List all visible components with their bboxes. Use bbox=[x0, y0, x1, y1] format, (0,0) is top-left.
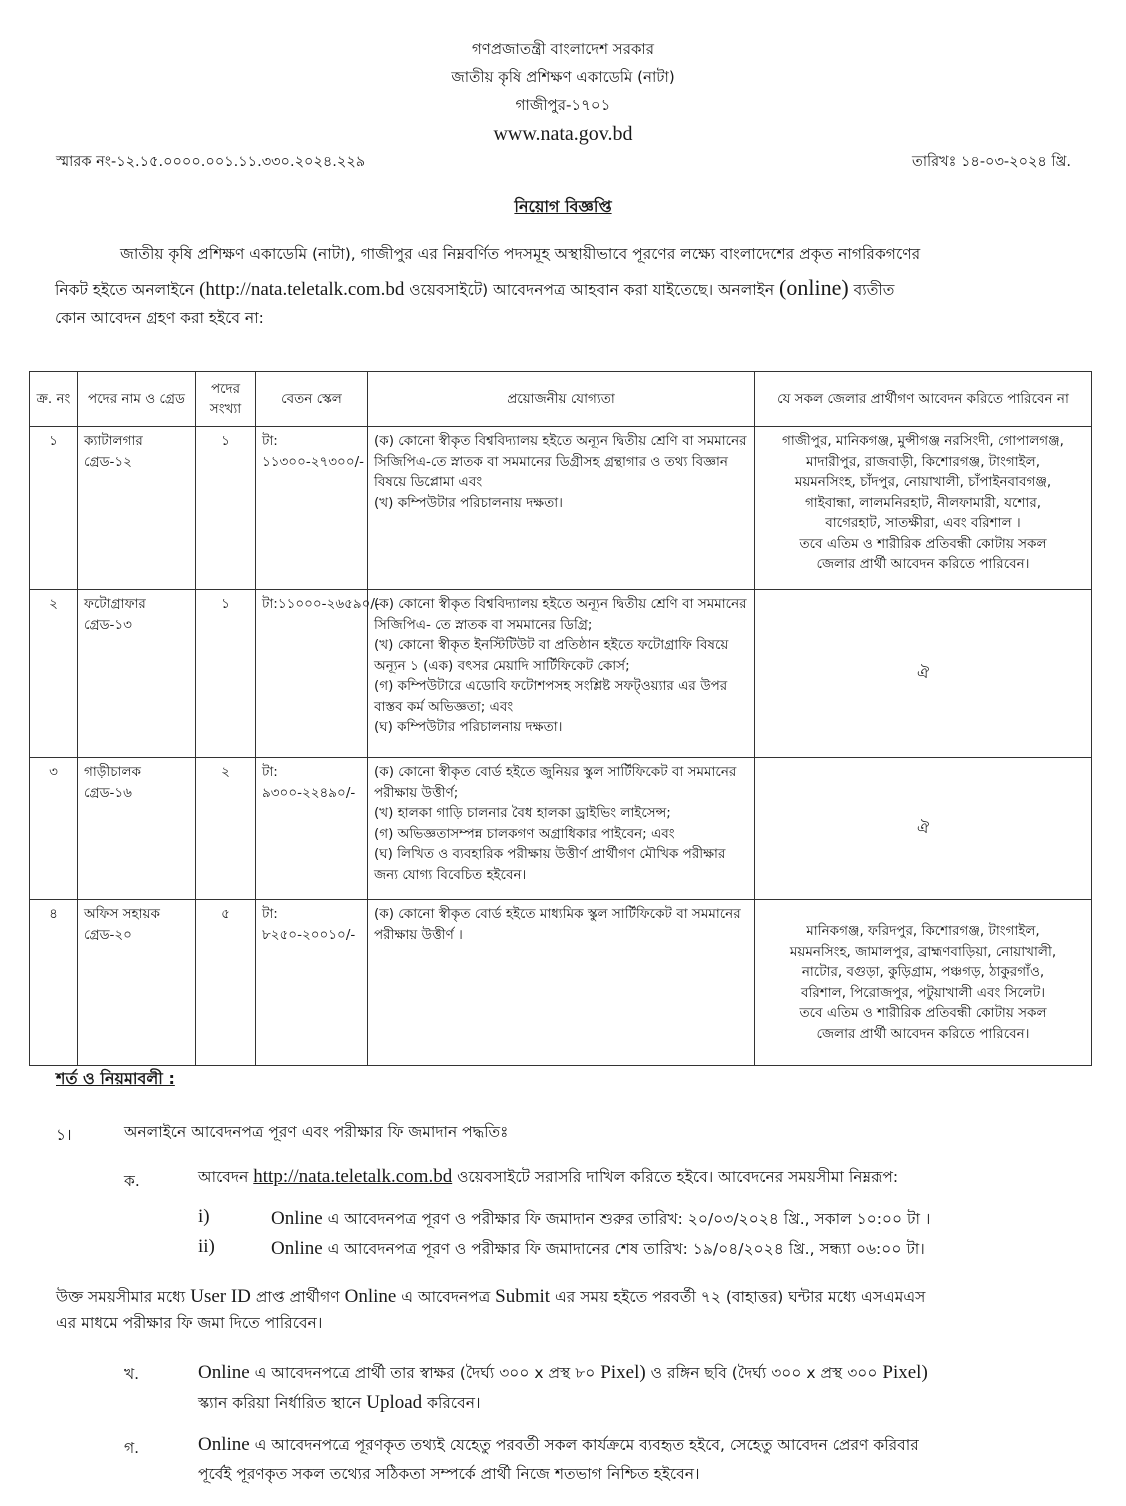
rule-ii-text bbox=[271, 1236, 925, 1262]
intro-line-2c: ব্যতীত bbox=[853, 281, 895, 299]
qualification-item: (ক) কোনো স্বীকৃত বিশ্ববিদ্যালয় হইতে অন্যূন দ্বিতীয় শ্রেণি বা সমমানের সিজিপিএ-তে স্নাতক বা সমমানের ডিগ্রীসহ গ্রন্থাগার ও তথ্য বিজ্ঞান বিষয়ে ডিপ্লোমা এবং bbox=[374, 433, 747, 490]
qualification-item: (ঘ) কম্পিউটার পরিচালনায় দক্ষতা। bbox=[374, 719, 563, 735]
fee-line-2: এর মাধমে পরীক্ষার ফি জমা দিতে পারিবেন। bbox=[56, 1314, 323, 1332]
rule-kha-pixel-2: Pixel) bbox=[882, 1362, 928, 1383]
rule-ga-online: Online bbox=[198, 1434, 250, 1455]
rules-heading-text: শর্ত ও নিয়মাবলী : bbox=[56, 1069, 175, 1088]
organization-address: গাজীপুর-১৭০১ bbox=[515, 96, 611, 114]
row-scale: টা: ১১৩০০-২৭৩০০/- bbox=[256, 427, 368, 590]
intro-line-1: জাতীয় কৃষি প্রশিক্ষণ একাডেমি (নাটা), গাজীপুর এর নিম্নবর্ণিত পদসমূহ অস্থায়ীভাবে পূরণের লক্ষ্যে বাংলাদেশের প্রকৃত নাগরিকগণের bbox=[120, 245, 921, 263]
row-count: ১ bbox=[196, 427, 256, 590]
qualification-item: (গ) অভিজ্ঞতাসম্পন্ন চালকগণ অগ্রাধিকার পাইবেন; এবং bbox=[374, 825, 675, 842]
rule-ka-part-a: আবেদন bbox=[198, 1168, 249, 1186]
qualification-item: (ক) কোনো স্বীকৃত বিশ্ববিদ্যালয় হইতে অন্যূন দ্বিতীয় শ্রেণি বা সমমানের সিজিপিএ- তে স্নাতক বা সমমানের ডিগ্রি; bbox=[374, 596, 747, 633]
rule-kha-pixel-1: Pixel) bbox=[600, 1362, 646, 1383]
fee-paragraph bbox=[56, 1284, 1071, 1336]
post-grade: গ্রেড-১২ bbox=[84, 453, 132, 470]
qualification-item: (ঘ) লিখিত ও ব্যবহারিক পরীক্ষায় উত্তীর্ণ প্রার্থীগণ মৌখিক পরীক্ষার জন্য যোগ্য বিবেচিত হইবেন। bbox=[374, 846, 726, 883]
post-name: গাড়ীচালক bbox=[84, 764, 141, 780]
header-post: পদের নাম ও গ্রেড bbox=[78, 372, 196, 427]
district-line: মানিকগঞ্জ, ফরিদপুর, কিশোরগঞ্জ, টাংগাইল, bbox=[806, 923, 1040, 939]
rule-ga-part-1: এ আবেদনপত্রে পূরণকৃত তথ্যই যেহেতু পরবর্তী সকল কার্যক্রমে ব্যবহৃত হইবে, সেহেতু আবেদন প্রেরণ করিবার bbox=[254, 1436, 919, 1454]
rule-i-label: i) bbox=[198, 1206, 210, 1227]
row-serial: ৪ bbox=[30, 900, 78, 1066]
district-line: জেলার প্রার্থী আবেদন করিতে পারিবেন। bbox=[816, 1025, 1030, 1042]
table-row bbox=[30, 427, 1092, 590]
rule-ga-part-2: পূর্বেই পূরণকৃত সকল তথ্যের সঠিকতা সম্পর্কে প্রার্থী নিজে শতভাগ নিশ্চিত হইবেন। bbox=[198, 1465, 700, 1483]
header-qualification: প্রয়োজনীয় যোগ্যতা bbox=[368, 372, 755, 427]
rule-i-text bbox=[271, 1206, 930, 1232]
table-row bbox=[30, 590, 1092, 758]
qualification-item: (ক) কোনো স্বীকৃত বোর্ড হইতে মাধ্যমিক স্কুল সার্টিফিকেট বা সমমানের পরীক্ষায় উত্তীর্ণ । bbox=[374, 906, 741, 943]
table-row bbox=[30, 758, 1092, 900]
job-table bbox=[29, 371, 1092, 1066]
district-line: জেলার প্রার্থী আবেদন করিতে পারিবেন। bbox=[816, 556, 1030, 572]
district-line: বরিশাল, পিরোজপুর, পটুয়াখালী এবং সিলেট। bbox=[800, 984, 1046, 1001]
row-serial: ৩ bbox=[30, 758, 78, 900]
qualification-item: (খ) হালকা গাড়ি চালনার বৈধ হালকা ড্রাইভিং লাইসেন্স; bbox=[374, 805, 671, 821]
fee-userid: User ID bbox=[190, 1286, 251, 1307]
qualification-item: (ক) কোনো স্বীকৃত বোর্ড হইতে জুনিয়র স্কুল সার্টিফিকেট বা সমমানের পরীক্ষায় উত্তীর্ণ; bbox=[374, 764, 737, 801]
rule-ga-text bbox=[198, 1430, 1070, 1489]
intro-paragraph bbox=[55, 241, 1070, 331]
memo-number: স্মারক নং-১২.১৫.০০০০.০০১.১১.৩৩০.২০২৪.২২৯ bbox=[56, 154, 366, 170]
rule-ii-online: Online bbox=[271, 1238, 323, 1259]
rule-1-number: ১। bbox=[56, 1126, 72, 1144]
row-districts-ditto: ঐ bbox=[755, 758, 1092, 900]
row-qualification bbox=[368, 758, 755, 900]
intro-line-2a: নিকট হইতে অনলাইনে bbox=[55, 281, 195, 299]
intro-url[interactable]: (http://nata.teletalk.com.bd bbox=[199, 279, 405, 300]
table-row bbox=[30, 900, 1092, 1066]
rule-ka-label: ক. bbox=[124, 1172, 140, 1190]
rule-ii-label: ii) bbox=[198, 1236, 215, 1257]
rule-ka-text bbox=[198, 1164, 898, 1190]
organization-website[interactable]: www.nata.gov.bd bbox=[493, 123, 633, 145]
fee-part-4: এর সময় হইতে পরবর্তী ৭২ (বাহাত্তর) ঘন্টার মধ্যে এসএমএস bbox=[555, 1288, 926, 1306]
table-header-row bbox=[30, 372, 1092, 427]
qualification-item: (খ) কম্পিউটার পরিচালনায় দক্ষতা। bbox=[374, 494, 563, 511]
rules-heading bbox=[56, 1066, 175, 1093]
district-line: তবে এতিম ও শারীরিক প্রতিবন্ধী কোটায় সকল bbox=[799, 1005, 1047, 1021]
district-line: গাইবান্ধা, লালমনিরহাট, নীলফামারী, যশোর, bbox=[804, 494, 1042, 511]
row-districts bbox=[755, 900, 1092, 1066]
rule-i-detail: এ আবেদনপত্র পূরণ ও পরীক্ষার ফি জমাদান শুরুর তারিখ: ২০/০৩/২০২৪ খ্রি., সকাল ১০:০০ টা । bbox=[327, 1210, 931, 1228]
row-post bbox=[78, 758, 196, 900]
district-line: তবে এতিম ও শারীরিক প্রতিবন্ধী কোটায় সকল bbox=[799, 535, 1047, 552]
page-title bbox=[0, 194, 1126, 221]
row-post bbox=[78, 427, 196, 590]
post-name: ফটোগ্রাফার bbox=[84, 596, 146, 612]
row-post bbox=[78, 900, 196, 1066]
district-line: ময়মনসিংহ, চাঁদপুর, নোয়াখালী, চাঁপাইনবাবগঞ্জ, bbox=[794, 474, 1052, 490]
header-districts: যে সকল জেলার প্রার্থীগণ আবেদন করিতে পারিবেন না bbox=[755, 372, 1092, 427]
row-count: ২ bbox=[196, 758, 256, 900]
row-qualification bbox=[368, 427, 755, 590]
post-grade: গ্রেড-১৬ bbox=[84, 784, 132, 801]
row-post bbox=[78, 590, 196, 758]
row-scale: টা: ৯৩০০-২২৪৯০/- bbox=[256, 758, 368, 900]
rule-kha-part-1: এ আবেদনপত্রে প্রার্থী তার স্বাক্ষর (দৈর্ঘ্য ৩০০ x প্রস্থ ৮০ bbox=[254, 1364, 596, 1382]
row-districts-ditto: ঐ bbox=[755, 590, 1092, 758]
post-name: ক্যাটালগার bbox=[84, 433, 143, 449]
district-line: বাগেরহাট, সাতক্ষীরা, এবং বরিশাল । bbox=[825, 515, 1021, 531]
rule-i-online: Online bbox=[271, 1208, 323, 1229]
fee-part-1: উক্ত সময়সীমার মধ্যে bbox=[56, 1288, 186, 1306]
fee-part-2: প্রাপ্ত প্রার্থীগণ bbox=[255, 1288, 340, 1306]
row-scale: টা: ৮২৫০-২০০১০/- bbox=[256, 900, 368, 1066]
row-serial: ১ bbox=[30, 427, 78, 590]
intro-line-2b: ওয়েবসাইটে) আবেদনপত্র আহবান করা যাইতেছে। অনলাইন bbox=[409, 281, 775, 299]
rule-ga-label: গ. bbox=[124, 1439, 140, 1457]
row-count: ১ bbox=[196, 590, 256, 758]
post-grade: গ্রেড-১৩ bbox=[84, 616, 132, 633]
row-qualification bbox=[368, 590, 755, 758]
row-count: ৫ bbox=[196, 900, 256, 1066]
page-title-text: নিয়োগ বিজ্ঞপ্তি bbox=[514, 197, 612, 216]
rule-kha-part-2: ও রঙ্গিন ছবি (দৈর্ঘ্য ৩০০ x প্রস্থ ৩০০ bbox=[650, 1364, 878, 1382]
rule-1-text: অনলাইনে আবেদনপত্র পূরণ এবং পরীক্ষার ফি জমাদান পদ্ধতিঃ bbox=[124, 1123, 509, 1141]
header-serial: ক্র. নং bbox=[30, 372, 78, 427]
district-line: ময়মনসিংহ, জামালপুর, ব্রাহ্মণবাড়িয়া, নোয়াখালী, bbox=[789, 943, 1057, 960]
fee-submit: Submit bbox=[495, 1286, 551, 1307]
post-name: অফিস সহায়ক bbox=[84, 906, 160, 922]
row-scale: টা:১১০০০-২৬৫৯০/- bbox=[256, 590, 368, 758]
intro-line-3: কোন আবেদন গ্রহণ করা হইবে না: bbox=[55, 309, 264, 327]
header-scale: বেতন স্কেল bbox=[256, 372, 368, 427]
rule-kha-label: খ. bbox=[124, 1365, 140, 1383]
rule-kha-online: Online bbox=[198, 1362, 250, 1383]
district-line: গাজীপুর, মানিকগঞ্জ, মুন্সীগঞ্জ নরসিংদী, গোপালগঞ্জ, bbox=[782, 433, 1064, 449]
memo-date: তারিখঃ ১৪-০৩-২০২৪ খ্রি. bbox=[911, 154, 1071, 170]
rule-kha-part-4: করিবেন। bbox=[427, 1394, 481, 1412]
teletalk-link[interactable]: http://nata.teletalk.com.bd bbox=[253, 1166, 453, 1187]
header-count: পদের সংখ্যা bbox=[196, 372, 256, 427]
fee-part-3: এ আবেদনপত্র bbox=[401, 1288, 491, 1306]
rule-kha-upload: Upload bbox=[366, 1392, 423, 1413]
rule-ii-detail: এ আবেদনপত্র পূরণ ও পরীক্ষার ফি জমাদানের শেষ তারিখ: ১৯/০৪/২০২৪ খ্রি., সন্ধ্যা ০৬:০০ টা। bbox=[327, 1240, 925, 1258]
district-line: মাদারীপুর, রাজবাড়ী, কিশোরগঞ্জ, টাংগাইল, bbox=[805, 453, 1041, 470]
qualification-item: (গ) কম্পিউটারে এডোবি ফটোশপসহ সংশ্লিষ্ট সফট্ওয়্যার এর উপর বাস্তব কর্ম অভিজ্ঞতা; এবং bbox=[374, 678, 728, 715]
rule-kha-part-3: স্ক্যান করিয়া নির্ধারিত স্থানে bbox=[198, 1394, 362, 1412]
row-serial: ২ bbox=[30, 590, 78, 758]
rule-ka-part-b: ওয়েবসাইটে সরাসরি দাখিল করিতে হইবে। আবেদনের সময়সীমা নিম্নরূপ: bbox=[457, 1168, 899, 1186]
qualification-item: (খ) কোনো স্বীকৃত ইনস্টিটিউট বা প্রতিষ্ঠান হইতে ফটোগ্রাফি বিষয়ে অন্যূন ১ (এক) বৎসর মেয়াদি সার্টিফিকেট কোর্স; bbox=[374, 637, 729, 674]
post-grade: গ্রেড-২০ bbox=[84, 926, 132, 943]
fee-online: Online bbox=[344, 1286, 397, 1307]
row-districts bbox=[755, 427, 1092, 590]
rule-kha-text bbox=[198, 1358, 1070, 1418]
intro-online: (online) bbox=[779, 275, 849, 300]
district-line: নাটোর, বগুড়া, কুড়িগ্রাম, পঞ্চগড়, ঠাকুরগাঁও, bbox=[801, 964, 1045, 980]
row-qualification bbox=[368, 900, 755, 1066]
organization-name: জাতীয় কৃষি প্রশিক্ষণ একাডেমি (নাটা) bbox=[451, 68, 675, 86]
government-name: গণপ্রজাতন্ত্রী বাংলাদেশ সরকার bbox=[471, 40, 655, 58]
